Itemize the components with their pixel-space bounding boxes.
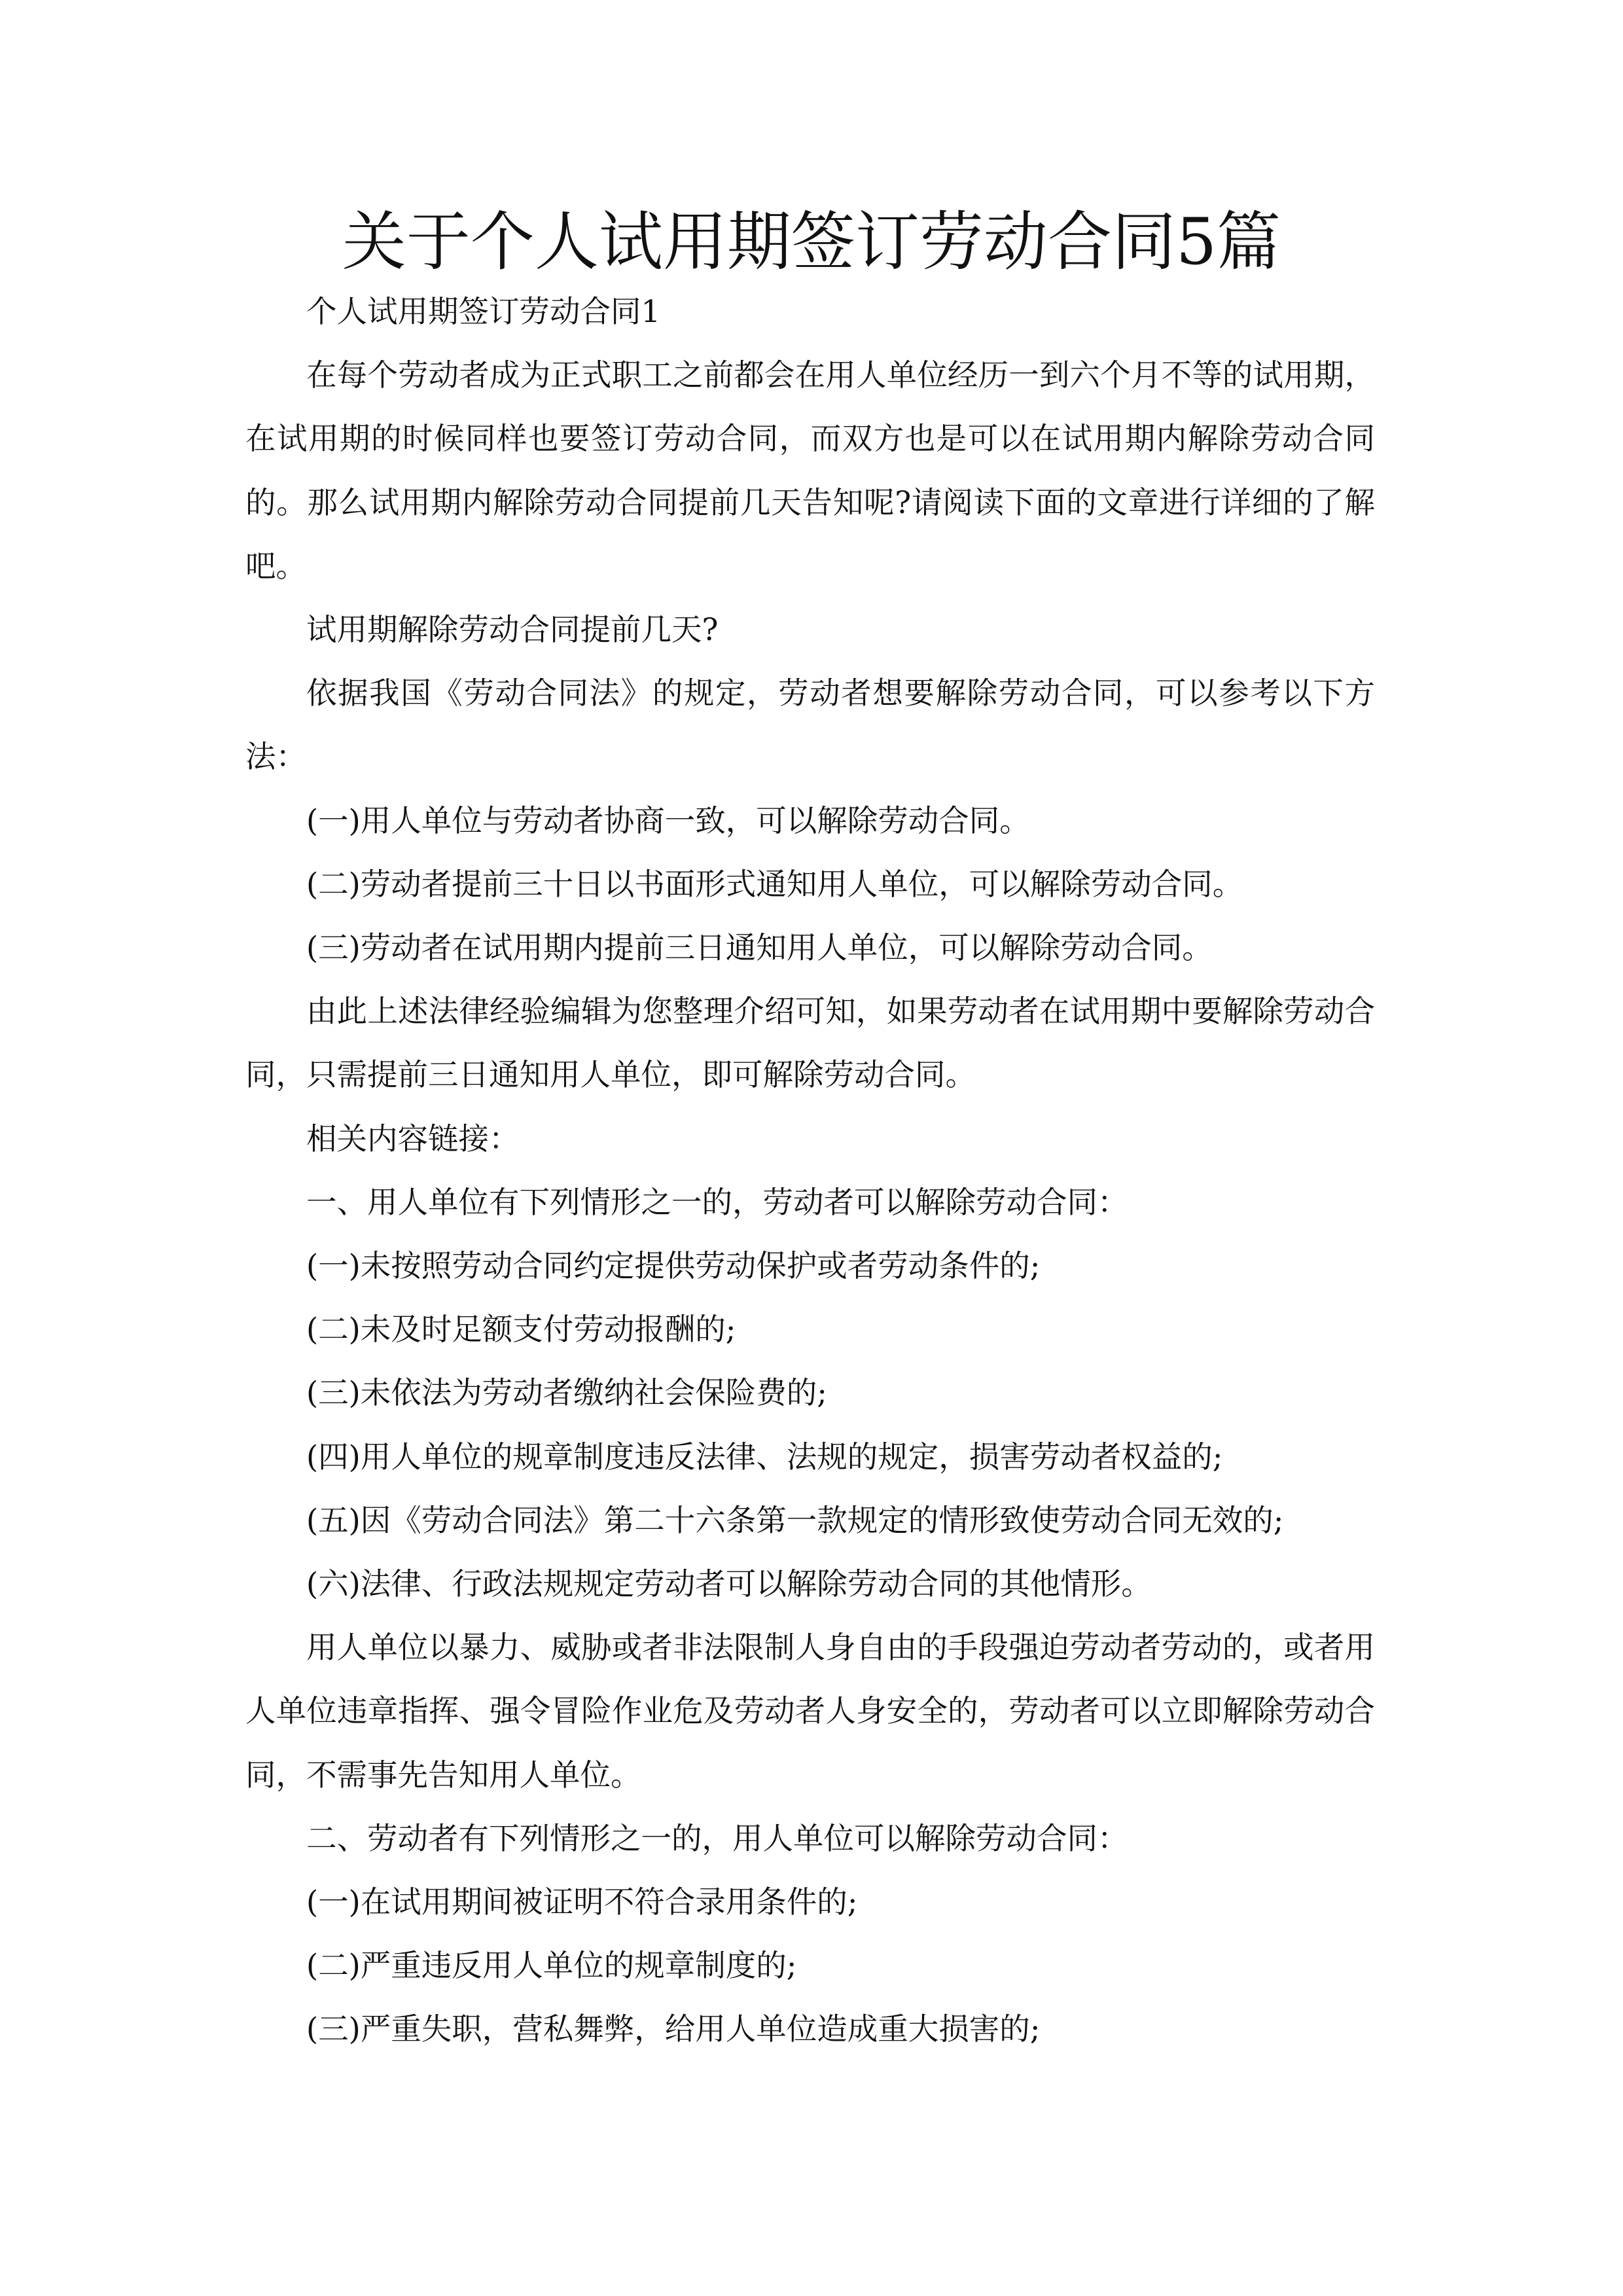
paragraph: 试用期解除劳动合同提前几天? — [306, 612, 719, 648]
paragraph: (三)严重失职，营私舞弊，给用人单位造成重大损害的; — [306, 2011, 1041, 2047]
section-heading: 个人试用期签订劳动合同1 — [306, 294, 661, 329]
paragraph: 由此上述法律经验编辑为您整理介绍可知，如果劳动者在试用期中要解除劳动合同，只需提前三日通知用人单位，即可解除劳动合同。 — [245, 994, 1375, 1093]
paragraph: 二、劳动者有下列情形之一的，用人单位可以解除劳动合同： — [306, 1820, 1128, 1856]
paragraph: (三)未依法为劳动者缴纳社会保险费的; — [306, 1375, 827, 1411]
paragraph: (二)劳动者提前三十日以书面形式通知用人单位，可以解除劳动合同。 — [306, 866, 1243, 902]
paragraph: (六)法律、行政法规规定劳动者可以解除劳动合同的其他情形。 — [306, 1566, 1152, 1602]
paragraph: (四)用人单位的规章制度违反法律、法规的规定，损害劳动者权益的; — [306, 1439, 1223, 1475]
paragraph: (一)在试用期间被证明不符合录用条件的; — [306, 1884, 858, 1920]
paragraph: 相关内容链接： — [306, 1121, 520, 1157]
document-title: 关于个人试用期签订劳动合同5篇 — [342, 205, 1281, 279]
paragraph: (一)用人单位与劳动者协商一致，可以解除劳动合同。 — [306, 802, 1030, 838]
paragraph: (二)未及时足额支付劳动报酬的; — [306, 1312, 736, 1348]
paragraph: (一)未按照劳动合同约定提供劳动保护或者劳动条件的; — [306, 1248, 1041, 1284]
paragraph: (二)严重违反用人单位的规章制度的; — [306, 1948, 797, 1984]
paragraph: 依据我国《劳动合同法》的规定，劳动者想要解除劳动合同，可以参考以下方法： — [245, 675, 1375, 775]
paragraph: 在每个劳动者成为正式职工之前都会在用人单位经历一到六个月不等的试用期，在试用期的时候同样也要签订劳动合同，而双方也是可以在试用期内解除劳动合同的。那么试用期内解除劳动合同提前几天告知呢?请阅读下面的文章进行详细的了解吧。 — [245, 357, 1375, 584]
document-body — [245, 280, 1375, 2062]
paragraph: (三)劳动者在试用期内提前三日通知用人单位，可以解除劳动合同。 — [306, 930, 1213, 966]
paragraph: 用人单位以暴力、威胁或者非法限制人身自由的手段强迫劳动者劳动的，或者用人单位违章指挥、强令冒险作业危及劳动者人身安全的，劳动者可以立即解除劳动合同，不需事先告知用人单位。 — [245, 1630, 1375, 1793]
paragraph: (五)因《劳动合同法》第二十六条第一款规定的情形致使劳动合同无效的; — [306, 1502, 1284, 1538]
paragraph: 一、用人单位有下列情形之一的，劳动者可以解除劳动合同： — [306, 1184, 1128, 1220]
